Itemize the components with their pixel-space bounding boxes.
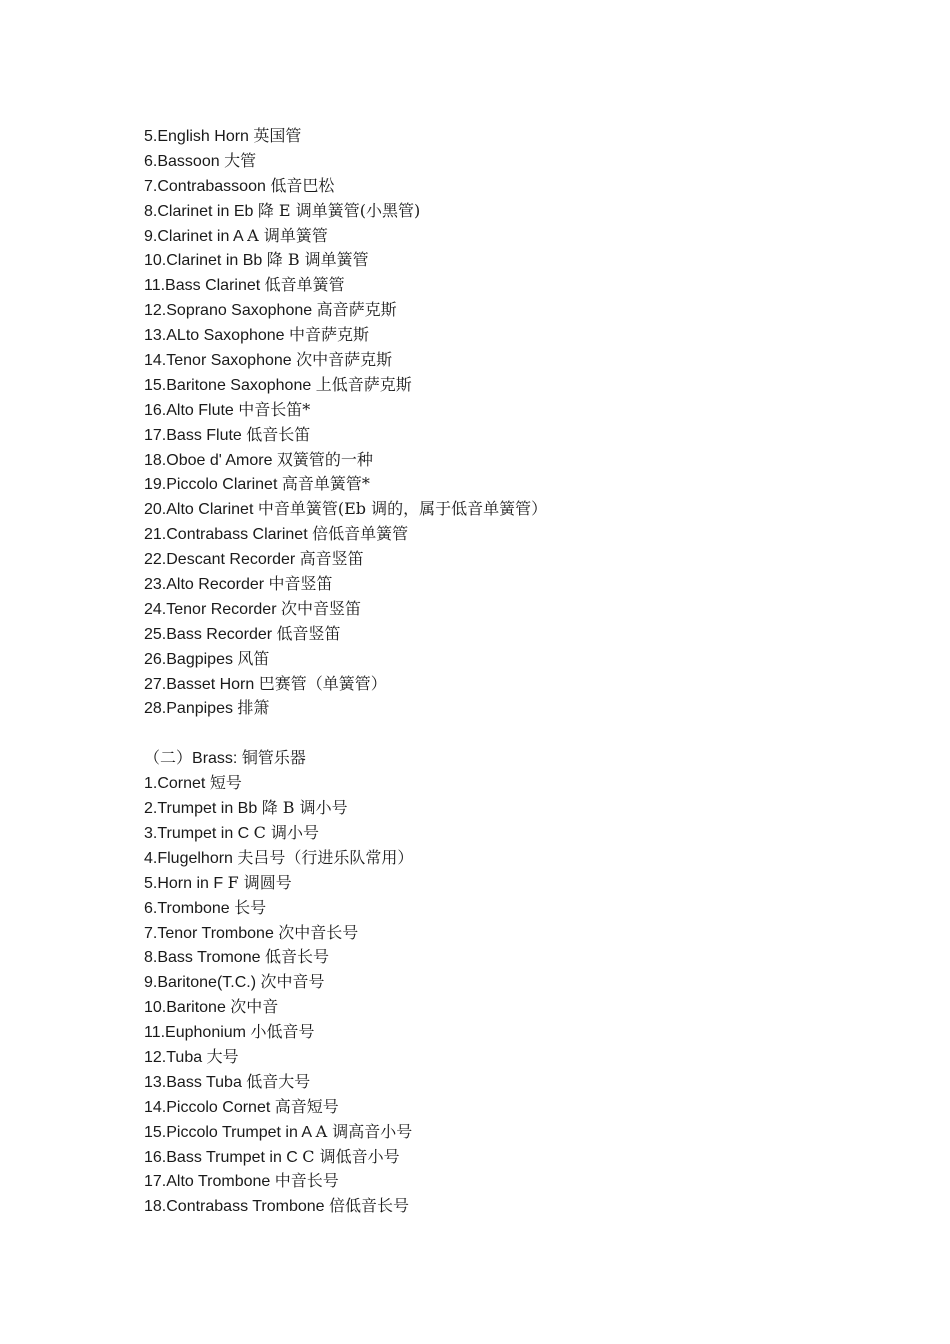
item-english: 9.Baritone(T.C.) [144, 974, 261, 992]
list-item [144, 1145, 904, 1170]
item-chinese: 高音单簧管* [281, 474, 370, 494]
item-english: 24.Tenor Recorder [144, 600, 281, 618]
item-chinese: 高音短号 [274, 1096, 339, 1116]
item-english: 20.Alto Clarinet [144, 501, 258, 519]
list-item [144, 696, 904, 721]
item-english: 14.Tenor Saxophone [144, 352, 297, 370]
item-chinese: 次中音号 [260, 972, 325, 992]
item-english: 6.Trombone [144, 899, 235, 917]
item-chinese: 上低音萨克斯 [315, 374, 412, 394]
item-english: 18.Contrabass Trombone [144, 1198, 329, 1216]
item-english: 19.Piccolo Clarinet [144, 476, 282, 494]
item-chinese: 低音长号 [264, 947, 329, 967]
item-english: 17.Bass Flute [144, 426, 247, 444]
list-item [144, 945, 904, 970]
list-item [144, 1095, 904, 1120]
item-english: 25.Bass Recorder [144, 625, 277, 643]
item-chinese: 降 E 调单簧管(小黑管) [257, 200, 421, 220]
list-item [144, 995, 904, 1020]
item-chinese: A 调单簧管 [247, 225, 328, 245]
item-english: 7.Tenor Trombone [144, 924, 279, 942]
list-item [144, 547, 904, 572]
item-chinese: 中音竖笛 [268, 574, 333, 594]
item-english: 18.Oboe d' Amore [144, 451, 277, 469]
item-chinese: 低音长笛 [246, 424, 311, 444]
list-item [144, 1169, 904, 1194]
item-chinese: 低音单簧管 [264, 275, 345, 295]
section-spacer [144, 721, 904, 746]
item-english: 15.Piccolo Trumpet in A [144, 1123, 316, 1141]
list-item [144, 124, 904, 149]
list-item [144, 248, 904, 273]
item-english: 12.Tuba [144, 1048, 207, 1066]
item-chinese: 低音大号 [246, 1071, 311, 1091]
instrument-list [144, 124, 904, 1219]
list-item [144, 448, 904, 473]
list-item [144, 174, 904, 199]
item-chinese: 大号 [206, 1046, 239, 1066]
list-item [144, 149, 904, 174]
item-english: 23.Alto Recorder [144, 576, 269, 594]
list-item [144, 846, 904, 871]
item-chinese: 次中音长号 [278, 922, 359, 942]
item-chinese: 中音长号 [274, 1171, 339, 1191]
item-chinese: 降 B 调单簧管 [266, 250, 369, 270]
list-item [144, 896, 904, 921]
item-chinese: 降 B 调小号 [261, 798, 348, 818]
item-english: 16.Alto Flute [144, 401, 239, 419]
list-item [144, 1120, 904, 1145]
item-english: 27.Basset Horn [144, 675, 259, 693]
list-item [144, 597, 904, 622]
item-chinese: 次中音萨克斯 [296, 350, 393, 370]
item-chinese: 巴赛管（单簧管） [258, 673, 387, 693]
item-chinese: 倍低音长号 [329, 1196, 410, 1216]
item-english: 16.Bass Trumpet in C [144, 1148, 303, 1166]
item-chinese: 短号 [209, 773, 242, 793]
item-english: 11.Bass Clarinet [144, 277, 265, 295]
heading-english: Brass: [192, 750, 242, 768]
list-item [144, 622, 904, 647]
list-item [144, 224, 904, 249]
item-chinese: 双簧管的一种 [276, 449, 373, 469]
list-item [144, 821, 904, 846]
item-english: 10.Baritone [144, 999, 231, 1017]
item-chinese: 英国管 [253, 126, 302, 145]
list-item [144, 970, 904, 995]
list-item [144, 921, 904, 946]
item-chinese: 长号 [234, 897, 267, 917]
list-item [144, 796, 904, 821]
list-item [144, 348, 904, 373]
item-chinese: 高音竖笛 [299, 549, 364, 569]
list-item [144, 672, 904, 697]
list-item [144, 199, 904, 224]
list-item [144, 1070, 904, 1095]
list-item [144, 1020, 904, 1045]
item-chinese: F 调圆号 [227, 872, 292, 892]
item-chinese: 风笛 [237, 648, 270, 668]
list-item [144, 1045, 904, 1070]
item-chinese: 高音萨克斯 [316, 300, 397, 320]
list-item [144, 647, 904, 672]
item-english: 2.Trumpet in Bb [144, 800, 262, 818]
list-item [144, 373, 904, 398]
list-item [144, 423, 904, 448]
item-english: 8.Clarinet in Eb [144, 202, 258, 220]
list-item [144, 572, 904, 597]
item-chinese: A 调高音小号 [315, 1121, 413, 1141]
item-english: 28.Panpipes [144, 700, 238, 718]
item-english: 21.Contrabass Clarinet [144, 526, 313, 544]
list-item [144, 1194, 904, 1219]
item-english: 13.ALto Saxophone [144, 327, 290, 345]
list-item [144, 771, 904, 796]
list-item [144, 323, 904, 348]
heading-chinese: 铜管乐器 [241, 748, 306, 768]
item-english: 6.Bassoon [144, 152, 225, 170]
item-english: 5.English Horn [144, 128, 254, 145]
item-chinese: 排箫 [237, 698, 270, 718]
section-heading-brass [144, 746, 904, 771]
item-english: 3.Trumpet in C [144, 824, 254, 842]
item-chinese: 中音长笛* [238, 399, 311, 419]
heading-prefix: （二） [144, 748, 193, 768]
item-english: 4.Flugelhorn [144, 849, 238, 867]
list-item [144, 398, 904, 423]
item-english: 7.Contrabassoon [144, 177, 271, 195]
item-chinese: 中音萨克斯 [289, 325, 370, 345]
item-chinese: 低音巴松 [270, 175, 335, 195]
list-item [144, 871, 904, 896]
item-english: 15.Baritone Saxophone [144, 376, 316, 394]
item-chinese: C 调小号 [253, 822, 320, 842]
item-english: 13.Bass Tuba [144, 1073, 247, 1091]
item-english: 26.Bagpipes [144, 650, 238, 668]
list-item [144, 273, 904, 298]
item-english: 1.Cornet [144, 775, 210, 793]
item-english: 22.Descant Recorder [144, 551, 300, 569]
item-english: 14.Piccolo Cornet [144, 1098, 275, 1116]
list-item [144, 472, 904, 497]
item-chinese: 倍低音单簧管 [312, 524, 409, 544]
item-chinese: 中音单簧管(Eb 调的，属于低音单簧管） [257, 499, 548, 519]
item-chinese: 低音竖笛 [276, 623, 341, 643]
item-chinese: 次中音竖笛 [280, 598, 361, 618]
item-english: 10.Clarinet in Bb [144, 252, 267, 270]
item-english: 11.Euphonium [144, 1024, 251, 1042]
list-item [144, 298, 904, 323]
item-english: 8.Bass Tromone [144, 949, 265, 967]
item-chinese: 小低音号 [250, 1022, 315, 1042]
item-english: 12.Soprano Saxophone [144, 302, 317, 320]
list-item [144, 497, 904, 522]
item-english: 5.Horn in F [144, 874, 228, 892]
list-item [144, 522, 904, 547]
item-chinese: 次中音 [230, 997, 279, 1017]
item-english: 9.Clarinet in A [144, 227, 248, 245]
item-chinese: 夫吕号（行进乐队常用） [237, 847, 414, 867]
item-chinese: C 调低音小号 [302, 1146, 400, 1166]
item-chinese: 大管 [224, 150, 257, 170]
item-english: 17.Alto Trombone [144, 1173, 275, 1191]
